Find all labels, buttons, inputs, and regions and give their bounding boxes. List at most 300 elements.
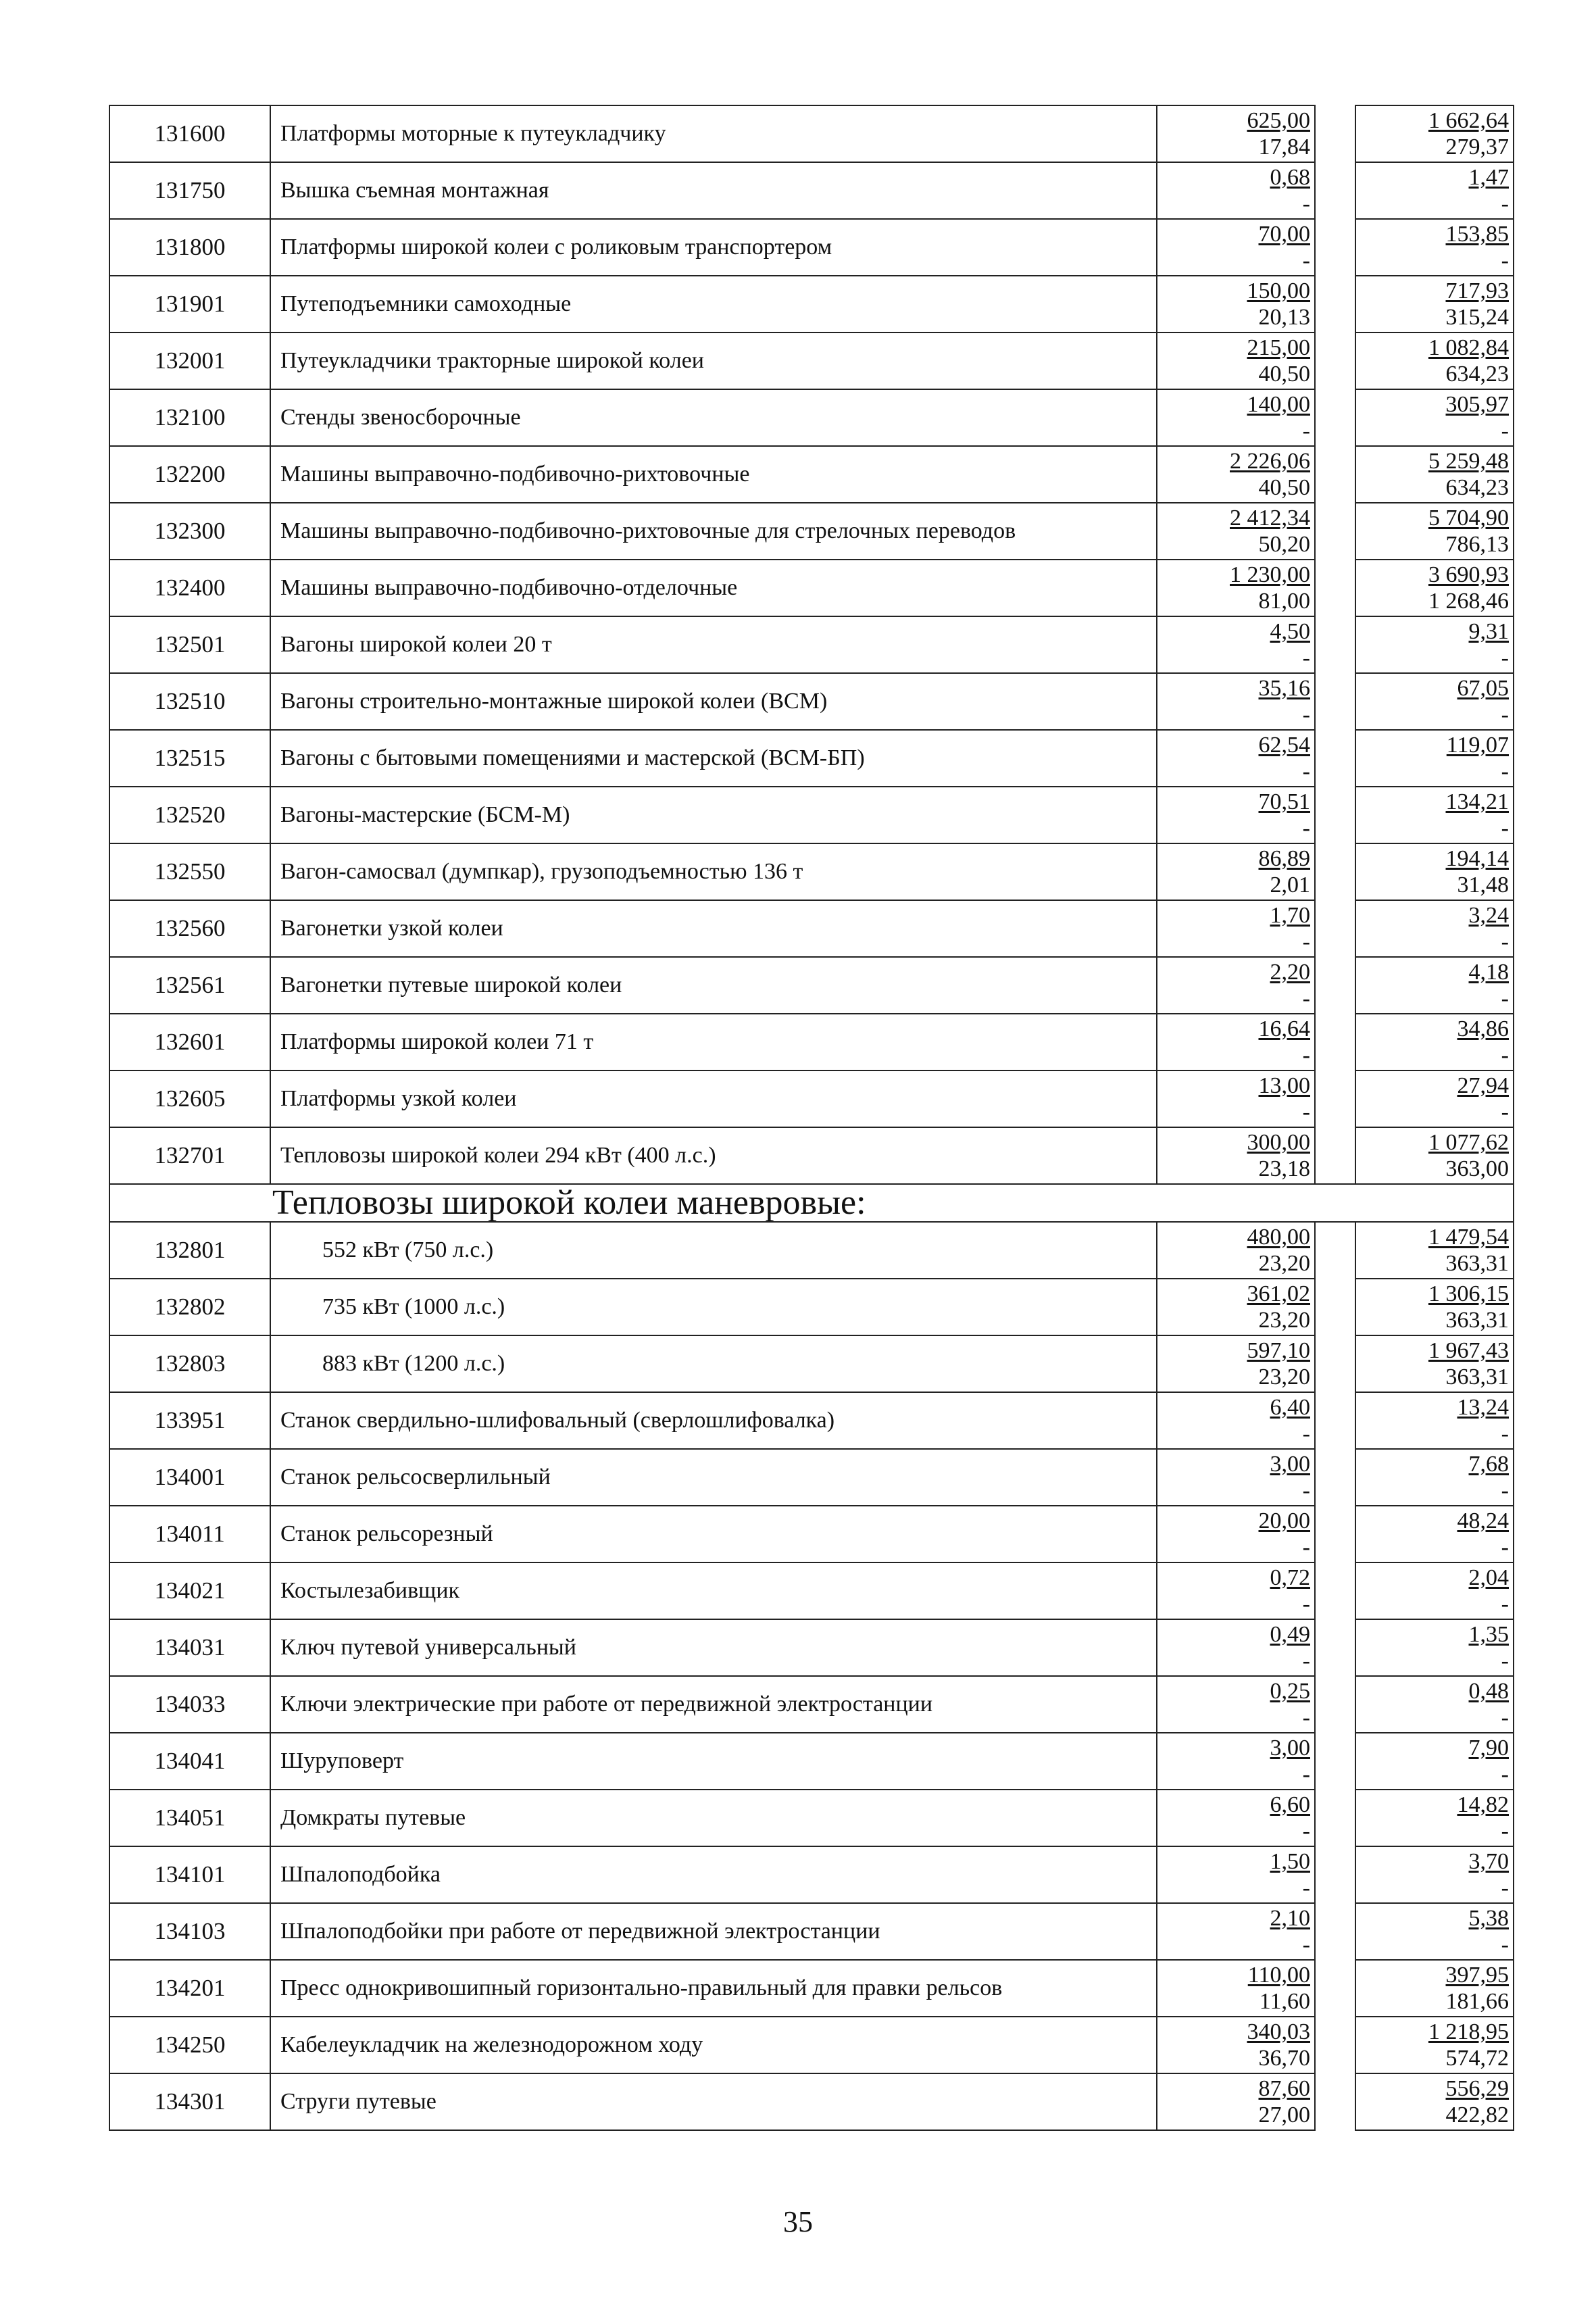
column-gap <box>1315 1449 1355 1506</box>
item-code: 134051 <box>109 1790 270 1846</box>
table-row <box>109 1335 1514 1392</box>
price-column-a <box>1157 1846 1315 1903</box>
price-column-a-bottom-value: 23,20 <box>1258 1364 1310 1389</box>
price-column-a-top-value: 35,16 <box>1258 676 1310 701</box>
table-row <box>109 276 1514 333</box>
price-column-a-top-value: 300,00 <box>1247 1130 1310 1155</box>
table-body <box>109 105 1514 2130</box>
price-column-b-top-value: 13,24 <box>1457 1395 1509 1420</box>
price-column-b <box>1355 1846 1514 1903</box>
price-column-b <box>1355 1676 1514 1733</box>
price-column-a <box>1157 105 1315 162</box>
price-column-a <box>1157 1676 1315 1733</box>
item-name: Путеукладчики тракторные широкой колеи <box>270 333 1157 389</box>
table-row <box>109 1846 1514 1903</box>
price-column-a-top-value: 13,00 <box>1258 1073 1310 1098</box>
price-column-a-top-value: 0,72 <box>1270 1565 1310 1590</box>
price-column-a <box>1157 1335 1315 1392</box>
price-column-b-top-value: 48,24 <box>1457 1508 1509 1533</box>
column-gap <box>1315 1846 1355 1903</box>
price-column-b-bottom-value: - <box>1501 759 1509 784</box>
price-column-a-bottom-value: 17,84 <box>1258 134 1310 159</box>
price-column-b <box>1355 560 1514 616</box>
price-column-b-bottom-value: - <box>1501 248 1509 273</box>
item-name: Шуруповерт <box>270 1733 1157 1790</box>
price-column-b-bottom-value: - <box>1501 702 1509 727</box>
table-row <box>109 1790 1514 1846</box>
price-column-b-bottom-value: 363,31 <box>1445 1251 1509 1276</box>
price-column-b-bottom-value: - <box>1501 1421 1509 1446</box>
price-column-b-bottom-value: 181,66 <box>1445 1989 1509 2014</box>
price-column-a <box>1157 730 1315 787</box>
price-column-a-bottom-value: 40,50 <box>1258 362 1310 387</box>
item-name: Ключи электрические при работе от передвижной электростанции <box>270 1676 1157 1733</box>
price-column-a-top-value: 6,60 <box>1270 1792 1310 1817</box>
price-column-b <box>1355 389 1514 446</box>
price-column-b-top-value: 7,68 <box>1468 1452 1509 1477</box>
price-column-b <box>1355 2073 1514 2130</box>
price-column-a-bottom-value: - <box>1302 1762 1310 1787</box>
item-code: 134250 <box>109 2017 270 2073</box>
price-column-a-bottom-value: - <box>1302 1100 1310 1125</box>
price-column-b <box>1355 2017 1514 2073</box>
item-name: Платформы широкой колеи с роликовым транспортером <box>270 219 1157 276</box>
price-column-a-bottom-value: 23,18 <box>1258 1156 1310 1181</box>
price-column-a <box>1157 787 1315 843</box>
price-column-b-bottom-value: - <box>1501 1535 1509 1560</box>
price-column-b-top-value: 3 690,93 <box>1428 562 1509 587</box>
table-row <box>109 1676 1514 1733</box>
item-name: Станок рельсосверлильный <box>270 1449 1157 1506</box>
column-gap <box>1315 503 1355 560</box>
table-row <box>109 1506 1514 1562</box>
column-gap <box>1315 2017 1355 2073</box>
price-column-b-bottom-value: - <box>1501 929 1509 954</box>
table-row <box>109 333 1514 389</box>
item-name: Шпалоподбойки при работе от передвижной электростанции <box>270 1903 1157 1960</box>
price-column-a-bottom-value: - <box>1302 1592 1310 1617</box>
price-column-a-bottom-value: 23,20 <box>1258 1308 1310 1333</box>
item-code: 132801 <box>109 1222 270 1279</box>
item-code: 133951 <box>109 1392 270 1449</box>
table-row <box>109 843 1514 900</box>
price-column-b-bottom-value: - <box>1501 191 1509 216</box>
column-gap <box>1315 1279 1355 1335</box>
price-column-b-top-value: 3,70 <box>1468 1849 1509 1874</box>
price-column-b-top-value: 14,82 <box>1457 1792 1509 1817</box>
price-column-b-top-value: 9,31 <box>1468 619 1509 644</box>
price-column-b-top-value: 5 704,90 <box>1428 506 1509 531</box>
price-column-a-top-value: 87,60 <box>1258 2076 1310 2101</box>
price-column-b-top-value: 397,95 <box>1445 1963 1509 1988</box>
price-column-a <box>1157 843 1315 900</box>
price-column-a-top-value: 361,02 <box>1247 1281 1310 1306</box>
column-gap <box>1315 1506 1355 1562</box>
table-row <box>109 2073 1514 2130</box>
table-row <box>109 1222 1514 1279</box>
price-column-a-bottom-value: 11,60 <box>1259 1989 1310 2014</box>
price-column-b <box>1355 276 1514 333</box>
price-column-a <box>1157 1222 1315 1279</box>
table-row <box>109 957 1514 1014</box>
table-row <box>109 730 1514 787</box>
price-column-b <box>1355 1392 1514 1449</box>
price-column-a-bottom-value: 20,13 <box>1258 305 1310 330</box>
column-gap <box>1315 1619 1355 1676</box>
column-gap <box>1315 446 1355 503</box>
price-column-a <box>1157 957 1315 1014</box>
price-column-a-bottom-value: - <box>1302 1875 1310 1900</box>
column-gap <box>1315 2073 1355 2130</box>
price-column-a-bottom-value: - <box>1302 816 1310 841</box>
price-column-a-top-value: 480,00 <box>1247 1225 1310 1250</box>
item-code: 131750 <box>109 162 270 219</box>
price-column-b-top-value: 5 259,48 <box>1428 449 1509 474</box>
price-column-a-bottom-value: - <box>1302 191 1310 216</box>
column-gap <box>1315 957 1355 1014</box>
item-code: 134031 <box>109 1619 270 1676</box>
price-column-a-top-value: 340,03 <box>1247 2019 1310 2044</box>
price-column-a-bottom-value: 50,20 <box>1258 532 1310 557</box>
table-row <box>109 503 1514 560</box>
price-column-a <box>1157 673 1315 730</box>
price-column-b <box>1355 616 1514 673</box>
price-column-a-bottom-value: 27,00 <box>1258 2102 1310 2127</box>
price-column-a-top-value: 70,51 <box>1258 789 1310 814</box>
item-code: 131800 <box>109 219 270 276</box>
item-code: 134041 <box>109 1733 270 1790</box>
price-column-b <box>1355 787 1514 843</box>
item-name: Путеподъемники самоходные <box>270 276 1157 333</box>
table-row <box>109 2017 1514 2073</box>
price-column-b-bottom-value: - <box>1501 1043 1509 1068</box>
item-code: 132560 <box>109 900 270 957</box>
column-gap <box>1315 219 1355 276</box>
price-column-a <box>1157 219 1315 276</box>
price-column-a-top-value: 140,00 <box>1247 392 1310 417</box>
column-gap <box>1315 1790 1355 1846</box>
price-column-b-bottom-value: 363,31 <box>1445 1308 1509 1333</box>
table-row <box>109 1127 1514 1184</box>
price-column-b-top-value: 4,18 <box>1468 960 1509 985</box>
price-column-a-bottom-value: - <box>1302 1478 1310 1503</box>
price-column-b-bottom-value: 634,23 <box>1445 362 1509 387</box>
price-column-a-top-value: 2,20 <box>1270 960 1310 985</box>
table-row <box>109 560 1514 616</box>
price-column-b <box>1355 900 1514 957</box>
price-column-a <box>1157 1127 1315 1184</box>
item-code: 132400 <box>109 560 270 616</box>
price-column-a-bottom-value: - <box>1302 1535 1310 1560</box>
price-column-a-top-value: 625,00 <box>1247 108 1310 133</box>
price-column-a-bottom-value: - <box>1302 702 1310 727</box>
table-row <box>109 616 1514 673</box>
item-code: 134011 <box>109 1506 270 1562</box>
price-column-b-top-value: 1 479,54 <box>1428 1225 1509 1250</box>
price-column-b-top-value: 3,24 <box>1468 903 1509 928</box>
item-name: Станок рельсорезный <box>270 1506 1157 1562</box>
price-column-b-top-value: 1 218,95 <box>1428 2019 1509 2044</box>
price-column-a <box>1157 1903 1315 1960</box>
price-column-a-top-value: 62,54 <box>1258 733 1310 758</box>
price-column-b <box>1355 1562 1514 1619</box>
item-code: 134101 <box>109 1846 270 1903</box>
item-code: 132510 <box>109 673 270 730</box>
item-name: Домкраты путевые <box>270 1790 1157 1846</box>
table-row <box>109 1014 1514 1070</box>
column-gap <box>1315 1070 1355 1127</box>
price-column-a-bottom-value: - <box>1302 1819 1310 1844</box>
table-row <box>109 1562 1514 1619</box>
column-gap <box>1315 333 1355 389</box>
column-gap <box>1315 673 1355 730</box>
price-column-a-bottom-value: 81,00 <box>1258 589 1310 614</box>
item-name: Струги путевые <box>270 2073 1157 2130</box>
column-gap <box>1315 105 1355 162</box>
column-gap <box>1315 389 1355 446</box>
table-row <box>109 1392 1514 1449</box>
item-code: 134103 <box>109 1903 270 1960</box>
price-column-b <box>1355 1960 1514 2017</box>
price-column-b-top-value: 7,90 <box>1468 1736 1509 1761</box>
item-name: Вагоны широкой колеи 20 т <box>270 616 1157 673</box>
item-name: Пресс однокривошипный горизонтально-правильный для правки рельсов <box>270 1960 1157 2017</box>
column-gap <box>1315 730 1355 787</box>
table-row <box>109 446 1514 503</box>
section-title: Тепловозы широкой колеи маневровые: <box>109 1184 1514 1222</box>
price-column-a <box>1157 2073 1315 2130</box>
price-column-b-bottom-value: 1 268,46 <box>1428 589 1509 614</box>
table-row <box>109 389 1514 446</box>
table-row <box>109 1960 1514 2017</box>
column-gap <box>1315 1733 1355 1790</box>
item-code: 134201 <box>109 1960 270 2017</box>
price-column-a <box>1157 1392 1315 1449</box>
price-column-a <box>1157 1506 1315 1562</box>
price-column-a-top-value: 3,00 <box>1270 1736 1310 1761</box>
price-column-b-bottom-value: 363,31 <box>1445 1364 1509 1389</box>
price-column-b-top-value: 2,04 <box>1468 1565 1509 1590</box>
item-name: 552 кВт (750 л.с.) <box>270 1222 1157 1279</box>
item-code: 134301 <box>109 2073 270 2130</box>
item-code: 132561 <box>109 957 270 1014</box>
price-column-a-top-value: 597,10 <box>1247 1338 1310 1363</box>
price-column-a <box>1157 1960 1315 2017</box>
column-gap <box>1315 1335 1355 1392</box>
price-column-a-top-value: 3,00 <box>1270 1452 1310 1477</box>
item-name: Вагон-самосвал (думпкар), грузоподъемностью 136 т <box>270 843 1157 900</box>
price-column-b <box>1355 1070 1514 1127</box>
item-code: 131600 <box>109 105 270 162</box>
price-column-b-top-value: 1 082,84 <box>1428 335 1509 360</box>
price-column-b-top-value: 1 306,15 <box>1428 1281 1509 1306</box>
table-row <box>109 1733 1514 1790</box>
item-code: 132803 <box>109 1335 270 1392</box>
price-column-b-bottom-value: 31,48 <box>1457 872 1509 897</box>
item-name: Вагонетки узкой колеи <box>270 900 1157 957</box>
price-column-b-top-value: 5,38 <box>1468 1906 1509 1931</box>
price-column-b-bottom-value: - <box>1501 986 1509 1011</box>
price-column-a-bottom-value: - <box>1302 645 1310 670</box>
table-row <box>109 673 1514 730</box>
price-column-b <box>1355 446 1514 503</box>
price-column-a <box>1157 2017 1315 2073</box>
column-gap <box>1315 162 1355 219</box>
price-column-a-top-value: 2 226,06 <box>1230 449 1310 474</box>
item-name: Машины выправочно-подбивочно-отделочные <box>270 560 1157 616</box>
table-row <box>109 1449 1514 1506</box>
price-column-a-bottom-value: 40,50 <box>1258 475 1310 500</box>
price-column-a <box>1157 1619 1315 1676</box>
item-name: Стенды звеносборочные <box>270 389 1157 446</box>
price-column-a-bottom-value: - <box>1302 1421 1310 1446</box>
price-column-a-bottom-value: - <box>1302 1648 1310 1673</box>
price-column-b-top-value: 1 967,43 <box>1428 1338 1509 1363</box>
price-column-b-top-value: 194,14 <box>1445 846 1509 871</box>
price-column-b-bottom-value: - <box>1501 1100 1509 1125</box>
price-column-a-bottom-value: - <box>1302 418 1310 443</box>
price-column-b-top-value: 717,93 <box>1445 278 1509 303</box>
item-code: 134033 <box>109 1676 270 1733</box>
price-column-b <box>1355 1335 1514 1392</box>
price-column-a-top-value: 86,89 <box>1258 846 1310 871</box>
price-column-b <box>1355 730 1514 787</box>
price-column-b-top-value: 27,94 <box>1457 1073 1509 1098</box>
price-column-b-bottom-value: - <box>1501 418 1509 443</box>
price-column-a-top-value: 110,00 <box>1247 1963 1310 1988</box>
price-column-a-bottom-value: - <box>1302 759 1310 784</box>
item-name: Станок свердильно-шлифовальный (сверлошлифовалка) <box>270 1392 1157 1449</box>
price-column-b <box>1355 1014 1514 1070</box>
price-column-a-top-value: 1 230,00 <box>1230 562 1310 587</box>
price-column-b-top-value: 556,29 <box>1445 2076 1509 2101</box>
table-row <box>109 900 1514 957</box>
table-row <box>109 105 1514 162</box>
price-column-b-top-value: 1,47 <box>1468 165 1509 190</box>
price-column-b-bottom-value: - <box>1501 645 1509 670</box>
price-column-b <box>1355 1449 1514 1506</box>
price-column-a-top-value: 0,49 <box>1270 1622 1310 1647</box>
price-column-a <box>1157 1449 1315 1506</box>
item-code: 132701 <box>109 1127 270 1184</box>
price-column-a <box>1157 616 1315 673</box>
price-column-a <box>1157 162 1315 219</box>
price-column-a-bottom-value: - <box>1302 1932 1310 1957</box>
price-column-b-top-value: 0,48 <box>1468 1679 1509 1704</box>
item-name: Вагоны с бытовыми помещениями и мастерской (ВСМ-БП) <box>270 730 1157 787</box>
price-column-a-top-value: 16,64 <box>1258 1016 1310 1041</box>
price-column-b <box>1355 957 1514 1014</box>
price-column-a-top-value: 2,10 <box>1270 1906 1310 1931</box>
price-column-b-bottom-value: 422,82 <box>1445 2102 1509 2127</box>
price-column-a-bottom-value: 23,20 <box>1258 1251 1310 1276</box>
item-name: 883 кВт (1200 л.с.) <box>270 1335 1157 1392</box>
price-column-b-top-value: 34,86 <box>1457 1016 1509 1041</box>
price-column-a-bottom-value: - <box>1302 986 1310 1011</box>
table-row <box>109 162 1514 219</box>
price-column-b <box>1355 105 1514 162</box>
item-code: 132200 <box>109 446 270 503</box>
price-column-b <box>1355 1790 1514 1846</box>
price-column-b-top-value: 153,85 <box>1445 222 1509 247</box>
table-row <box>109 1279 1514 1335</box>
column-gap <box>1315 1392 1355 1449</box>
price-column-a-top-value: 2 412,34 <box>1230 506 1310 531</box>
column-gap <box>1315 1127 1355 1184</box>
price-column-b-bottom-value: - <box>1501 1705 1509 1730</box>
item-code: 132520 <box>109 787 270 843</box>
item-name: Вышка съемная монтажная <box>270 162 1157 219</box>
price-column-b <box>1355 503 1514 560</box>
item-name: Платформы широкой колеи 71 т <box>270 1014 1157 1070</box>
price-column-b-bottom-value: 634,23 <box>1445 475 1509 500</box>
price-column-a <box>1157 1014 1315 1070</box>
item-name: Кабелеукладчик на железнодорожном ходу <box>270 2017 1157 2073</box>
price-column-a-top-value: 1,70 <box>1270 903 1310 928</box>
price-column-b-bottom-value: 279,37 <box>1445 134 1509 159</box>
price-column-a <box>1157 1562 1315 1619</box>
table-row <box>109 1070 1514 1127</box>
price-column-a-bottom-value: - <box>1302 1043 1310 1068</box>
price-column-b-bottom-value: - <box>1501 1762 1509 1787</box>
item-name: Ключ путевой универсальный <box>270 1619 1157 1676</box>
price-column-b-top-value: 305,97 <box>1445 392 1509 417</box>
page-number: 35 <box>783 2205 813 2238</box>
table-row <box>109 219 1514 276</box>
item-code: 132802 <box>109 1279 270 1335</box>
price-column-b-bottom-value: 315,24 <box>1445 305 1509 330</box>
column-gap <box>1315 787 1355 843</box>
price-column-a-bottom-value: - <box>1302 1705 1310 1730</box>
price-column-b-bottom-value: - <box>1501 816 1509 841</box>
price-column-b <box>1355 333 1514 389</box>
price-column-a-top-value: 0,68 <box>1270 165 1310 190</box>
item-code: 132001 <box>109 333 270 389</box>
price-column-a-bottom-value: - <box>1302 929 1310 954</box>
price-column-b-top-value: 134,21 <box>1445 789 1509 814</box>
column-gap <box>1315 1903 1355 1960</box>
item-code: 132515 <box>109 730 270 787</box>
price-column-b-top-value: 119,07 <box>1446 733 1509 758</box>
price-column-b <box>1355 219 1514 276</box>
item-name: Платформы узкой колеи <box>270 1070 1157 1127</box>
price-column-b <box>1355 1506 1514 1562</box>
item-code: 132300 <box>109 503 270 560</box>
price-column-b-bottom-value: - <box>1501 1819 1509 1844</box>
machinery-price-table <box>109 105 1514 2131</box>
price-column-b <box>1355 673 1514 730</box>
price-column-a <box>1157 1070 1315 1127</box>
price-column-b <box>1355 843 1514 900</box>
price-column-b-bottom-value: 574,72 <box>1445 2046 1509 2071</box>
column-gap <box>1315 1676 1355 1733</box>
price-column-a-bottom-value: 36,70 <box>1258 2046 1310 2071</box>
table-row <box>109 1903 1514 1960</box>
column-gap <box>1315 1014 1355 1070</box>
price-column-b-bottom-value: 363,00 <box>1445 1156 1509 1181</box>
column-gap <box>1315 1222 1355 1279</box>
price-column-b-bottom-value: 786,13 <box>1445 532 1509 557</box>
item-code: 132605 <box>109 1070 270 1127</box>
price-column-a-bottom-value: - <box>1302 248 1310 273</box>
price-column-b-bottom-value: - <box>1501 1875 1509 1900</box>
item-name: Машины выправочно-подбивочно-рихтовочные <box>270 446 1157 503</box>
column-gap <box>1315 1960 1355 2017</box>
price-column-b-top-value: 67,05 <box>1457 676 1509 701</box>
price-column-a <box>1157 276 1315 333</box>
price-column-a <box>1157 446 1315 503</box>
price-column-a-top-value: 0,25 <box>1270 1679 1310 1704</box>
